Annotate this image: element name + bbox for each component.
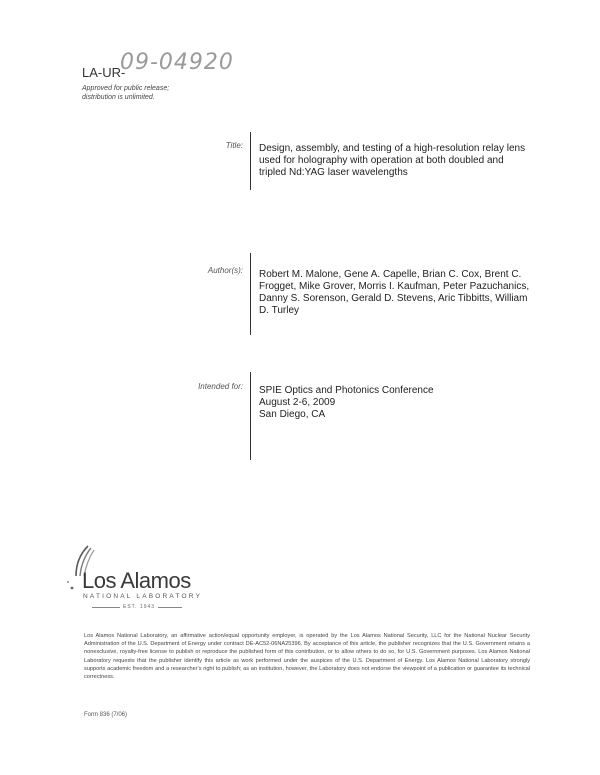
authors-line-4: D. Turley [259,305,300,316]
title-value [259,143,525,179]
intended-value [259,385,434,421]
approval-notice [82,84,169,102]
report-prefix: LA-UR- [82,65,126,80]
authors-line-2: Frogget, Mike Grover, Morris I. Kaufman, Peter Pazuchanics, [259,281,530,292]
intended-label: Intended for: [198,382,243,391]
logo-est: EST. 1943 [120,604,158,610]
authors-divider [250,253,251,335]
title-label: Title: [225,141,243,150]
title-divider [250,132,251,190]
title-line-3: tripled Nd:YAG laser wavelengths [259,167,408,178]
authors-line-1: Robert M. Malone, Gene A. Capelle, Brian C. Cox, Brent C. [259,269,522,280]
form-number: Form 836 (7/06) [84,712,128,718]
approval-line-1: Approved for public release; [82,85,170,92]
logo-subtitle: NATIONAL LABORATORY [83,593,203,600]
report-number-handwritten: 09-04920 [120,50,234,75]
logo-wordmark: Los Alamos [82,568,191,593]
intended-divider [250,372,251,460]
disclaimer-text: Los Alamos National Laboratory, an affirmative action/equal opportunity employer, is operated by the Los Alamos National Security, LLC for the National Nuclear Security Administration of the U.S. Department of Energy under contract DE-AC52-06NA25396. By acceptance of this article, the publisher recognizes that the U.S. Government retains a nonexclusive, royalty-free license to publish or reproduce the published form of this contribution, or to allow others to do so, for U.S. Government purposes. Los Alamos National Laboratory requests that the publisher identify this article as work performed under the auspices of the U.S. Department of Energy. Los Alamos National Laboratory strongly supports academic freedom and a researcher's right to publish; as an institution, however, the Laboratory does not endorse the viewpoint of a publication or guarantee its technical correctness. [84,633,530,681]
intended-line-2: August 2-6, 2009 [259,397,336,408]
title-line-1: Design, assembly, and testing of a high-resolution relay lens [259,143,526,154]
intended-line-3: San Diego, CA [259,409,326,420]
authors-value [259,269,529,317]
title-line-2: used for holography with operation at both doubled and [259,155,504,166]
authors-label: Author(s): [207,266,243,275]
authors-line-3: Danny S. Sorenson, Gerald D. Stevens, Aric Tibbitts, William [259,293,528,304]
intended-line-1: SPIE Optics and Photonics Conference [259,385,434,396]
approval-line-2: distribution is unlimited. [82,94,155,101]
